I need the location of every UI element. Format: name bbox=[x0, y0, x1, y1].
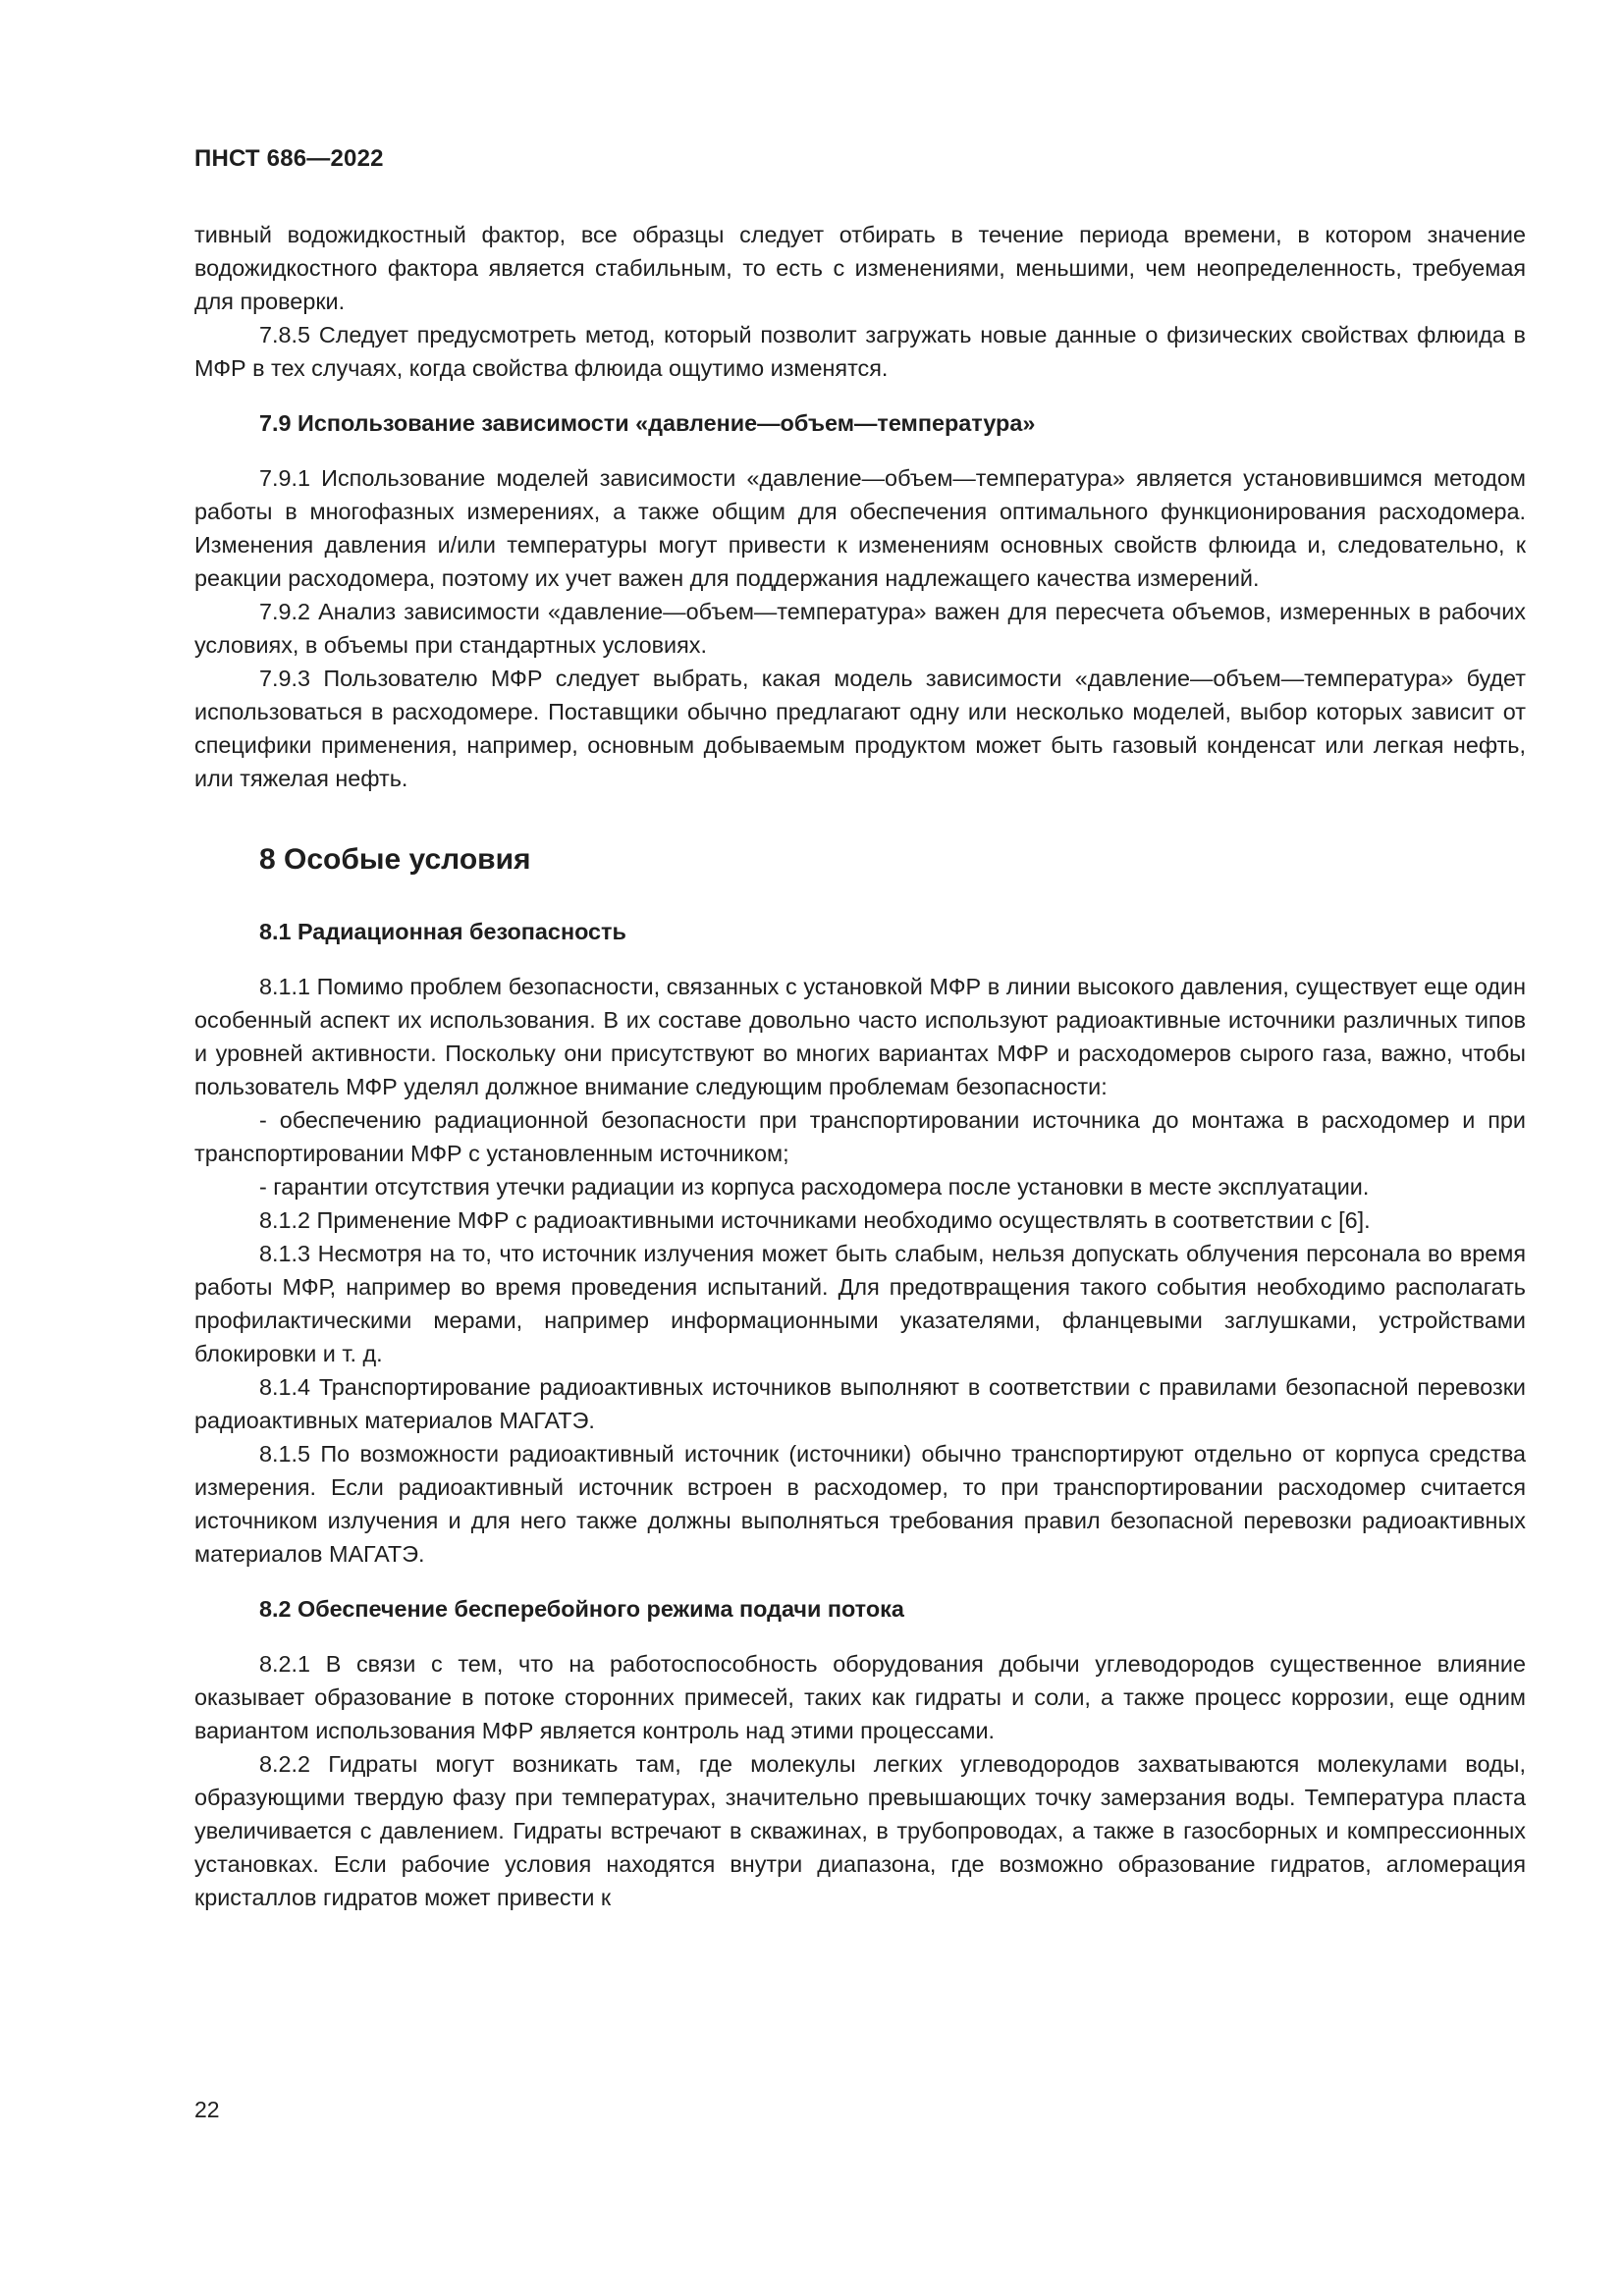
paragraph-7-8-5: 7.8.5 Следует предусмотреть метод, который позволит загружать новые данные о физических свойствах флюида в МФР в тех случаях, когда свойства флюида ощутимо изменятся. bbox=[194, 322, 1526, 381]
paragraph-7-9-2: 7.9.2 Анализ зависимости «давление—объем—температура» важен для пересчета объемов, измеренных в рабочих условиях, в объемы при стандартных условиях. bbox=[194, 599, 1526, 658]
document-code-header: ПНСТ 686—2022 bbox=[194, 145, 384, 172]
paragraph-8-1-1: 8.1.1 Помимо проблем безопасности, связанных с установкой МФР в линии высокого давления, существует еще один особенный аспект их использования. В их составе довольно часто используют радиоактивные источники различных типов и уровней активности. Поскольку они присутствуют во многих вариантах МФР и расходомеров сырого газа, важно, чтобы пользователь МФР уделял должное внимание следующим проблемам безопасности: bbox=[194, 974, 1526, 1099]
paragraph-8-1-5: 8.1.5 По возможности радиоактивный источник (источники) обычно транспортируют отдельно от корпуса средства измерения. Если радиоактивный источник встроен в расходомер, то при транспортировании расходомер считается источником излучения и для него также должны выполняться требования правил безопасной перевозки радиоактивных материалов МАГАТЭ. bbox=[194, 1441, 1526, 1567]
paragraph-7-9-3: 7.9.3 Пользователю МФР следует выбрать, какая модель зависимости «давление—объем—температура» будет использоваться в расходомере. Поставщики обычно предлагают одну или несколько моделей, выбор которых зависит от специфики применения, например, основным добываемым продуктом может быть газовый конденсат или легкая нефть, или тяжелая нефть. bbox=[194, 666, 1526, 791]
list-item-leak-guarantee: - гарантии отсутствия утечки радиации из корпуса расходомера после установки в месте эксплуатации. bbox=[259, 1174, 1370, 1200]
section-heading-8-2: 8.2 Обеспечение бесперебойного режима подачи потока bbox=[259, 1596, 904, 1622]
paragraph-8-1-2: 8.1.2 Применение МФР с радиоактивными источниками необходимо осуществлять в соответствии с [6]. bbox=[259, 1207, 1371, 1233]
list-item-transport-safety: - обеспечению радиационной безопасности при транспортировании источника до монтажа в расходомер и при транспортировании МФР с установленным источником; bbox=[194, 1107, 1526, 1166]
section-heading-7-9: 7.9 Использование зависимости «давление—объем—температура» bbox=[259, 410, 1036, 436]
paragraph-8-2-2: 8.2.2 Гидраты могут возникать там, где молекулы легких углеводородов захватываются молекулами воды, образующими твердую фазу при температурах, значительно превышающих точку замерзания воды. Температура пласта увеличивается с давлением. Гидраты встречают в скважинах, в трубопроводах, а также в газосборных и компрессионных установках. Если рабочие условия находятся внутри диапазона, где возможно образование гидратов, агломерация кристаллов гидратов может привести к bbox=[194, 1751, 1526, 1910]
paragraph-8-2-1: 8.2.1 В связи с тем, что на работоспособность оборудования добычи углеводородов существенное влияние оказывает образование в потоке сторонних примесей, таких как гидраты и соли, а также процесс коррозии, еще одним вариантом использования МФР является контроль над этими процессами. bbox=[194, 1651, 1526, 1743]
section-heading-8-1: 8.1 Радиационная безопасность bbox=[259, 919, 626, 944]
page-number: 22 bbox=[194, 2097, 220, 2122]
paragraph-continuation: тивный водожидкостный фактор, все образцы следует отбирать в течение периода времени, в котором значение водожидкостного фактора является стабильным, то есть с изменениями, меньшими, чем неопределенность, требуемая для проверки. bbox=[194, 222, 1526, 314]
paragraph-7-9-1: 7.9.1 Использование моделей зависимости «давление—объем—температура» является установившимся методом работы в многофазных измерениях, а также общим для обеспечения оптимального функционирования расходомера. Изменения давления и/или температуры могут привести к изменениям основных свойств флюида и, следовательно, к реакции расходомера, поэтому их учет важен для поддержания надлежащего качества измерений. bbox=[194, 465, 1526, 591]
chapter-heading-8: 8 Особые условия bbox=[259, 843, 531, 876]
paragraph-8-1-3: 8.1.3 Несмотря на то, что источник излучения может быть слабым, нельзя допускать облучения персонала во время работы МФР, например во время проведения испытаний. Для предотвращения такого события необходимо располагать профилактическими мерами, например информационными указателями, фланцевыми заглушками, устройствами блокировки и т. д. bbox=[194, 1241, 1526, 1366]
paragraph-8-1-4: 8.1.4 Транспортирование радиоактивных источников выполняют в соответствии с правилами безопасной перевозки радиоактивных материалов МАГАТЭ. bbox=[194, 1374, 1526, 1433]
document-page bbox=[194, 145, 1526, 1914]
